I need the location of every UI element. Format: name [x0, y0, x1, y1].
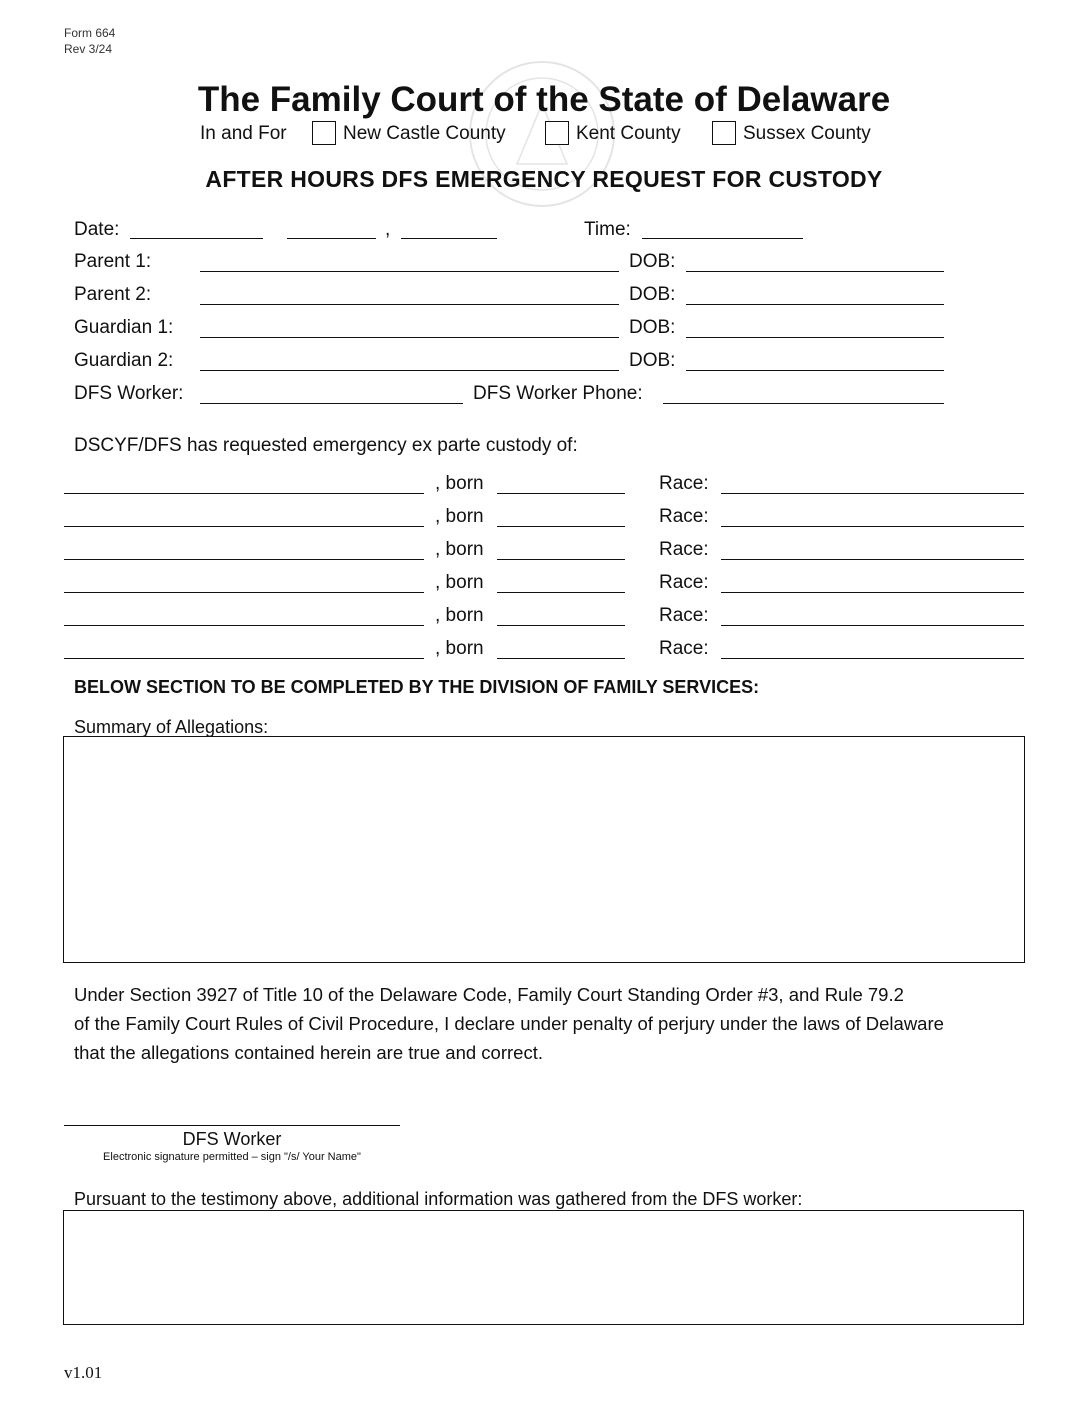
summary-of-allegations-box[interactable] — [63, 736, 1025, 963]
guardian2-name-line[interactable] — [200, 370, 619, 371]
signature-line[interactable] — [64, 1125, 400, 1126]
child-name-line[interactable] — [64, 526, 424, 527]
version-label: v1.01 — [64, 1363, 103, 1382]
child-dob-line[interactable] — [497, 493, 625, 494]
child-race-line[interactable] — [721, 526, 1024, 527]
parent1-dob-label: DOB: — [629, 251, 676, 272]
form-revision: Rev 3/24 — [64, 42, 113, 56]
declaration-line: that the allegations contained herein are true and correct. — [74, 1042, 543, 1063]
race-label: Race: — [659, 539, 709, 560]
date-day-line[interactable] — [287, 238, 376, 239]
guardian1-name-line[interactable] — [200, 337, 619, 338]
race-label: Race: — [659, 473, 709, 494]
child-dob-line[interactable] — [497, 559, 625, 560]
child-race-line[interactable] — [721, 493, 1024, 494]
new-castle-county-checkbox[interactable] — [312, 121, 336, 145]
guardian1-dob-line[interactable] — [686, 337, 944, 338]
summary-label: Summary of Allegations: — [74, 717, 269, 737]
child-race-line[interactable] — [721, 658, 1024, 659]
kent-county-label: Kent County — [576, 123, 681, 144]
kent-county-checkbox[interactable] — [545, 121, 569, 145]
declaration-text — [74, 980, 1034, 1067]
in-and-for-label: In and For — [200, 123, 287, 144]
child-name-line[interactable] — [64, 625, 424, 626]
child-name-line[interactable] — [64, 592, 424, 593]
parent1-name-line[interactable] — [200, 271, 619, 272]
born-label: , born — [435, 572, 484, 593]
race-label: Race: — [659, 506, 709, 527]
guardian2-label: Guardian 2: — [74, 350, 174, 371]
born-label: , born — [435, 506, 484, 527]
custody-intro: DSCYF/DFS has requested emergency ex parte custody of: — [74, 435, 578, 456]
dfs-worker-phone-line[interactable] — [663, 403, 944, 404]
form-title: AFTER HOURS DFS EMERGENCY REQUEST FOR CUSTODY — [205, 166, 883, 192]
child-name-line[interactable] — [64, 658, 424, 659]
time-line[interactable] — [642, 238, 803, 239]
child-dob-line[interactable] — [497, 592, 625, 593]
dfs-worker-label: DFS Worker: — [74, 383, 184, 404]
parent2-dob-label: DOB: — [629, 284, 676, 305]
born-label: , born — [435, 605, 484, 626]
guardian1-dob-label: DOB: — [629, 317, 676, 338]
race-label: Race: — [659, 605, 709, 626]
child-name-line[interactable] — [64, 493, 424, 494]
dfs-section-heading: BELOW SECTION TO BE COMPLETED BY THE DIVISION OF FAMILY SERVICES: — [74, 677, 760, 697]
dfs-worker-phone-label: DFS Worker Phone: — [473, 383, 643, 404]
sussex-county-checkbox[interactable] — [712, 121, 736, 145]
child-race-line[interactable] — [721, 592, 1024, 593]
form-number: Form 664 — [64, 26, 116, 40]
parent1-dob-line[interactable] — [686, 271, 944, 272]
declaration-line: Under Section 3927 of Title 10 of the Delaware Code, Family Court Standing Order #3, and Rule 79.2 — [74, 984, 904, 1005]
child-dob-line[interactable] — [497, 658, 625, 659]
race-label: Race: — [659, 572, 709, 593]
parent2-dob-line[interactable] — [686, 304, 944, 305]
signature-note: Electronic signature permitted – sign "/s/ Your Name" — [103, 1151, 361, 1163]
child-race-line[interactable] — [721, 625, 1024, 626]
born-label: , born — [435, 539, 484, 560]
time-label: Time: — [584, 219, 631, 240]
guardian2-dob-line[interactable] — [686, 370, 944, 371]
parent2-label: Parent 2: — [74, 284, 152, 305]
child-dob-line[interactable] — [497, 526, 625, 527]
race-label: Race: — [659, 638, 709, 659]
guardian1-label: Guardian 1: — [74, 317, 174, 338]
sussex-county-label: Sussex County — [743, 123, 871, 144]
parent1-label: Parent 1: — [74, 251, 152, 272]
declaration-line: of the Family Court Rules of Civil Procedure, I declare under penalty of perjury under the laws of Delaware — [74, 1013, 944, 1034]
child-dob-line[interactable] — [497, 625, 625, 626]
additional-info-box[interactable] — [63, 1210, 1024, 1325]
child-race-line[interactable] — [721, 559, 1024, 560]
new-castle-county-label: New Castle County — [343, 123, 506, 144]
child-name-line[interactable] — [64, 559, 424, 560]
born-label: , born — [435, 473, 484, 494]
date-month-line[interactable] — [130, 238, 263, 239]
born-label: , born — [435, 638, 484, 659]
court-title: The Family Court of the State of Delaware — [197, 80, 891, 119]
date-label: Date: — [74, 219, 120, 240]
parent2-name-line[interactable] — [200, 304, 619, 305]
signature-label: DFS Worker — [182, 1129, 282, 1149]
date-comma: , — [385, 219, 391, 240]
date-year-line[interactable] — [401, 238, 497, 239]
additional-info-label: Pursuant to the testimony above, additional information was gathered from the DFS worker: — [74, 1189, 803, 1209]
guardian2-dob-label: DOB: — [629, 350, 676, 371]
dfs-worker-line[interactable] — [200, 403, 463, 404]
